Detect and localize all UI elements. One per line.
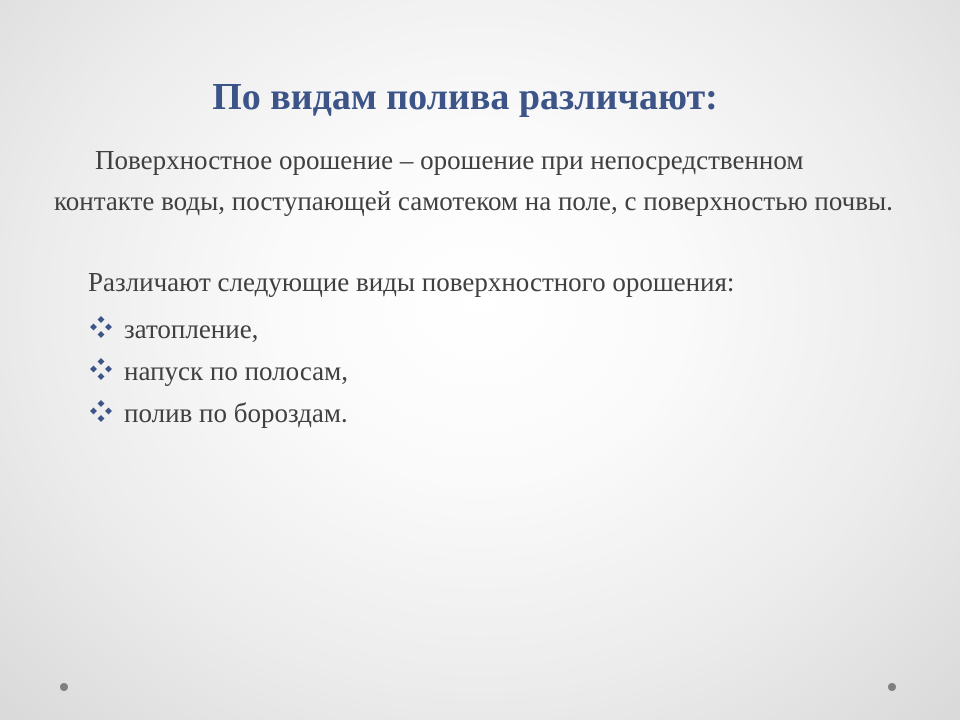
diamond-bullet-icon <box>88 398 114 424</box>
bullet-label: полив по бороздам. <box>124 397 348 428</box>
next-slide-dot-icon[interactable] <box>888 683 896 691</box>
previous-slide-dot-icon[interactable] <box>60 683 68 691</box>
diamond-bullet-icon <box>88 314 114 340</box>
bullet-list <box>88 308 348 434</box>
list-item <box>88 392 348 434</box>
diamond-bullet-icon <box>88 356 114 382</box>
slide-title: По видам полива различают: <box>212 76 718 118</box>
list-item <box>88 308 348 350</box>
bullet-label: затопление, <box>124 313 259 344</box>
intro-text: Различают следующие виды поверхностного орошения: <box>88 267 735 297</box>
bullet-label: напуск по полосам, <box>124 355 348 386</box>
list-item <box>88 350 348 392</box>
definition-paragraph: Поверхностное орошение – орошение при непосредственном контакте воды, поступающей самотеком на поле, с поверхностью почвы. <box>54 145 893 216</box>
